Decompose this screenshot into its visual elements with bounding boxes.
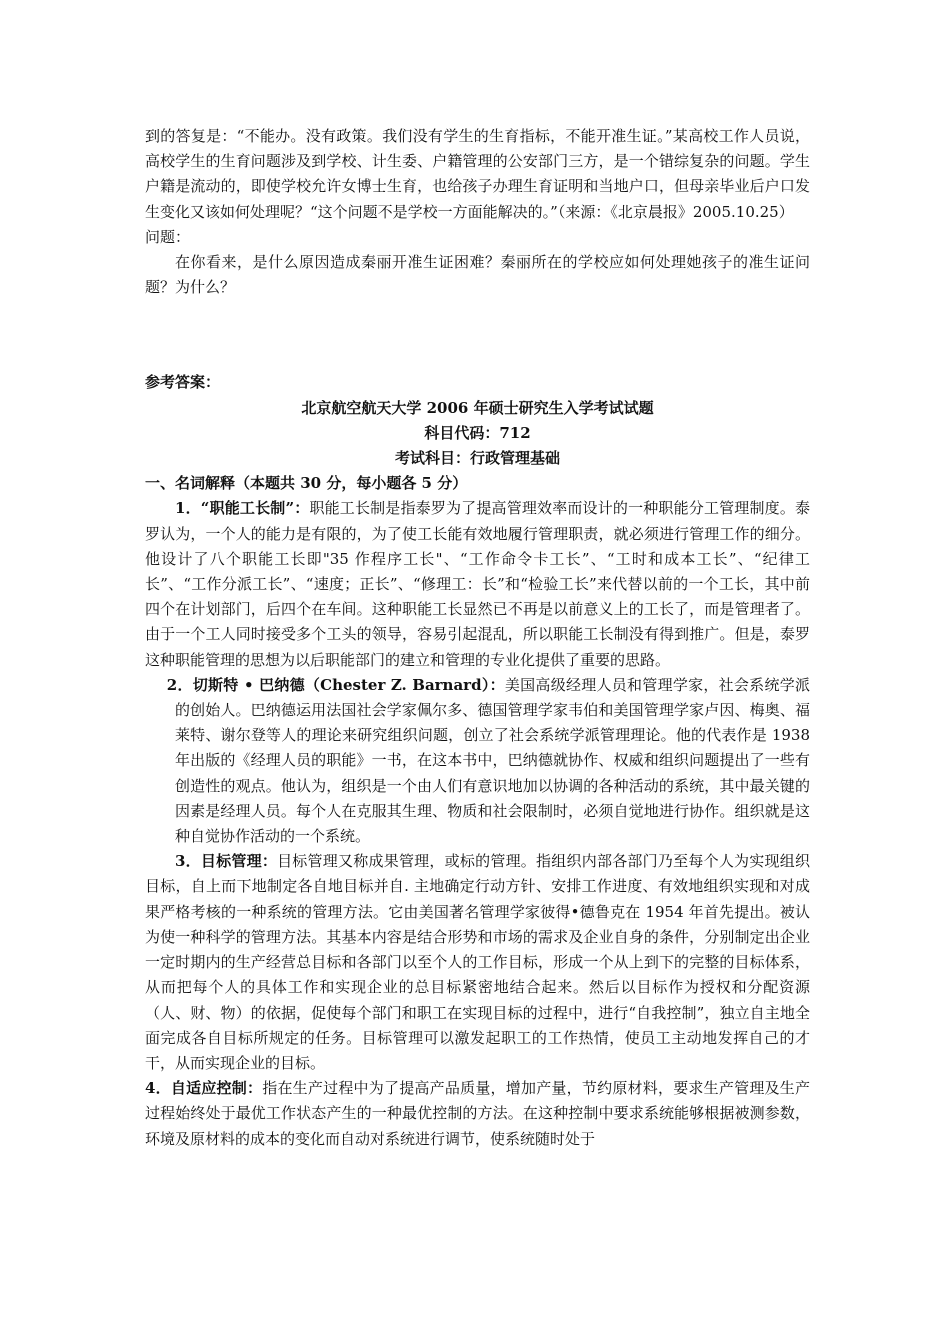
definition-item-3	[145, 849, 810, 1076]
definition-term: 2．切斯特 • 巴纳德（Chester Z. Barnard）：	[166, 675, 505, 694]
exam-title: 北京航空航天大学 2006 年硕士研究生入学考试试题	[301, 398, 654, 417]
definition-item-2	[145, 673, 810, 849]
question-text: 在你看来，是什么原因造成秦丽开准生证困难？秦丽所在的学校应如何处理她孩子的准生证问题？为什么？	[145, 253, 810, 297]
document-body	[145, 124, 810, 1152]
definition-term: 4．自适应控制：	[145, 1079, 263, 1098]
definition-term: 1．“职能工长制”：	[175, 499, 310, 518]
definition-text: 指在生产过程中为了提高产品质量，增加产量，节约原材料，要求生产管理及生产过程始终处于最优工作状态产生的一种最优控制的方法。在这种控制中要求系统能够根据被测参数，环境及原材料的成本的变化而自动对系统进行调节，使系统随时处于	[145, 1079, 810, 1148]
answer-label: 参考答案：	[145, 373, 221, 392]
definition-item-4	[145, 1076, 810, 1152]
definition-text: 目标管理又称成果管理，或标的管理。指组织内部各部门乃至每个人为实现组织目标，自上而下地制定各自地目标并自. 主地确定行动方针、安排工作进度、有效地组织实现和对成果严格考核的一种系统的管理方法。它由美国著名管理学家彼得•德鲁克在 1954 年首先提出。被认为使一种科学的管理方法。其基本内容是结合形势和市场的需求及企业自身的条件，分别制定出企业一定时期内的生产经营总目标和各部门以至个人的工作目标，形成一个从上到下的完整的目标体系，从而把每个人的具体工作和实现企业的总目标紧密地结合起来。然后以目标作为授权和分配资源 （人、财、物）的依据，促使每个部门和职工在实现目标的过程中，进行“自我控制”，独立自主地全面完成各自目标所规定的任务。目标管理可以激发起职工的工作热情，使员工主动地发挥自己的才干，从而实现企业的目标。	[145, 852, 810, 1072]
definition-text: 职能工长制是指泰罗为了提高管理效率而设计的一种职能分工管理制度。泰罗认为，一个人的能力是有限的，为了使工长能有效地履行管理职责，就必须进行管理工作的细分。他设计了八个职能工长即"35 作程序工长"、“工作命令卡工长”、“工时和成本工长”、“纪律工长”、“工作分派工长”、“速度；正长”、“修理工：长”和“检验工长”来代替以前的一个工长，其中前四个在计划部门，后四个在车间。这种职能工长显然已不再是以前意义上的工长了，而是管理者了。由于一个工人同时接受多个工头的领导，容易引起混乱，所以职能工长制没有得到推广。但是，泰罗这种职能管理的思想为以后职能部门的建立和管理的专业化提供了重要的思路。	[145, 499, 810, 669]
exam-code: 科目代码：712	[424, 423, 531, 442]
definition-item-1	[145, 496, 810, 672]
question-label: 问题：	[145, 227, 191, 246]
case-paragraph: 到的答复是：“不能办。没有政策。我们没有学生的生育指标，不能开准生证。”某高校工作人员说，高校学生的生育问题涉及到学校、计生委、户籍管理的公安部门三方，是一个错综复杂的问题。学生户籍是流动的，即使学校允许女博士生育，也给孩子办理生育证明和当地户口，但母亲毕业后户口发生变化又该如何处理呢？“这个问题不是学校一方面能解决的。”（来源：《北京晨报》2005.10.25）	[145, 127, 810, 221]
spacer	[145, 300, 810, 370]
exam-subject: 考试科目：行政管理基础	[394, 449, 560, 468]
definition-text: 美国高级经理人员和管理学家，社会系统学派的创始人。巴纳德运用法国社会学家佩尔多、德国管理学家韦伯和美国管理学家卢因、梅奥、福莱特、谢尔登等人的理论来研究组织问题，创立了社会系统学派管理理论。他的代表作是 1938 年出版的《经理人员的职能》一书，在这本书中，巴纳德就协作、权威和组织问题提出了一些有创造性的观点。他认为，组织是一个由人们有意识地加以协调的各种活动的系统，其中最关键的因素是经理人员。每个人在克服其生理、物质和社会限制时，必须自觉地进行协作。组织就是这种自觉协作活动的一个系统。	[175, 675, 810, 846]
definition-term: 3．目标管理：	[175, 852, 278, 871]
section-title: 一、名词解释（本题共 30 分，每小题各 5 分）	[145, 474, 468, 493]
